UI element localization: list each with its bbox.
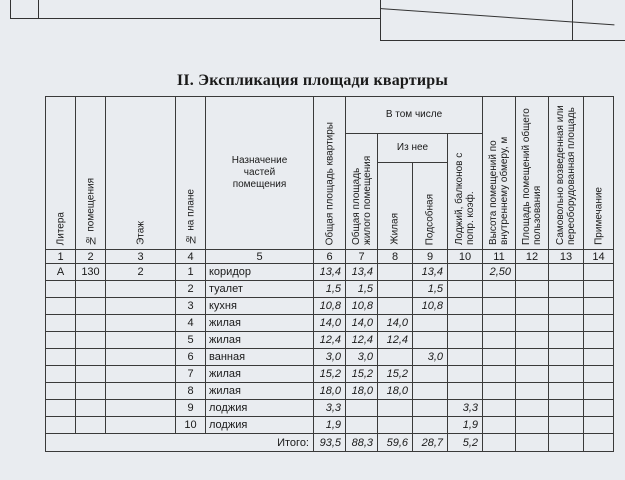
cell-total-area: 15,2 xyxy=(314,366,346,383)
cell-living: 12,4 xyxy=(378,332,413,349)
previous-table-fragment xyxy=(10,0,625,50)
cell-living-total xyxy=(346,400,378,417)
cell-floor xyxy=(106,383,176,400)
cell-total-area: 1,9 xyxy=(314,417,346,434)
cell-loggia xyxy=(448,264,483,281)
totals-empty xyxy=(549,434,584,452)
header-including: В том числе xyxy=(346,97,483,134)
cell-loggia: 1,9 xyxy=(448,417,483,434)
cell-empty xyxy=(516,332,549,349)
cell-aux xyxy=(413,400,448,417)
cell-height xyxy=(483,383,516,400)
totals-living-total: 88,3 xyxy=(346,434,378,452)
cell-plan: 7 xyxy=(176,366,206,383)
cell-living-total: 15,2 xyxy=(346,366,378,383)
cell-living-total: 18,0 xyxy=(346,383,378,400)
cell-purpose: лоджия xyxy=(206,400,314,417)
cell-empty xyxy=(516,417,549,434)
table-row xyxy=(46,366,614,383)
cell-empty xyxy=(549,383,584,400)
cell-purpose: кухня xyxy=(206,298,314,315)
cell-empty xyxy=(584,264,614,281)
column-number: 1 xyxy=(46,250,76,264)
table-row xyxy=(46,349,614,366)
cell-purpose: коридор xyxy=(206,264,314,281)
cell-height xyxy=(483,349,516,366)
cell-loggia: 3,3 xyxy=(448,400,483,417)
header-total-area: Общая площадь квартиры xyxy=(314,97,346,250)
cell-total-area: 13,4 xyxy=(314,264,346,281)
cell-purpose: туалет xyxy=(206,281,314,298)
column-number: 4 xyxy=(176,250,206,264)
cell-room xyxy=(76,315,106,332)
cell-room xyxy=(76,349,106,366)
cell-empty xyxy=(549,417,584,434)
cell-litera xyxy=(46,332,76,349)
cell-living-total: 3,0 xyxy=(346,349,378,366)
cell-height xyxy=(483,281,516,298)
cell-loggia xyxy=(448,366,483,383)
cell-height xyxy=(483,366,516,383)
cell-living-total: 1,5 xyxy=(346,281,378,298)
table-row xyxy=(46,383,614,400)
column-number: 2 xyxy=(76,250,106,264)
column-number: 8 xyxy=(378,250,413,264)
column-number: 9 xyxy=(413,250,448,264)
totals-aux: 28,7 xyxy=(413,434,448,452)
cell-living xyxy=(378,281,413,298)
cell-aux xyxy=(413,332,448,349)
cell-floor xyxy=(106,400,176,417)
cell-empty xyxy=(584,366,614,383)
header-living: Жилая xyxy=(378,163,413,250)
cell-aux: 10,8 xyxy=(413,298,448,315)
cell-plan: 3 xyxy=(176,298,206,315)
cell-empty xyxy=(549,349,584,366)
cell-purpose: жилая xyxy=(206,366,314,383)
cell-loggia xyxy=(448,298,483,315)
column-number: 10 xyxy=(448,250,483,264)
totals-loggia: 5,2 xyxy=(448,434,483,452)
cell-loggia xyxy=(448,349,483,366)
cell-height xyxy=(483,400,516,417)
cell-purpose: ванная xyxy=(206,349,314,366)
column-number: 13 xyxy=(549,250,584,264)
cell-floor xyxy=(106,332,176,349)
cell-floor xyxy=(106,298,176,315)
cell-height xyxy=(483,315,516,332)
cell-litera xyxy=(46,315,76,332)
column-numbers-row xyxy=(46,250,614,264)
cell-room: 130 xyxy=(76,264,106,281)
column-number: 11 xyxy=(483,250,516,264)
cell-plan: 10 xyxy=(176,417,206,434)
cell-height: 2,50 xyxy=(483,264,516,281)
totals-empty xyxy=(516,434,549,452)
cell-aux xyxy=(413,383,448,400)
cell-plan: 8 xyxy=(176,383,206,400)
table-row xyxy=(46,281,614,298)
table-row xyxy=(46,298,614,315)
cell-empty xyxy=(549,315,584,332)
cell-empty xyxy=(549,281,584,298)
table-row xyxy=(46,417,614,434)
cell-plan: 5 xyxy=(176,332,206,349)
cell-litera xyxy=(46,366,76,383)
cell-living xyxy=(378,400,413,417)
cell-empty xyxy=(584,400,614,417)
cell-aux xyxy=(413,366,448,383)
cell-plan: 2 xyxy=(176,281,206,298)
cell-empty xyxy=(584,315,614,332)
cell-plan: 9 xyxy=(176,400,206,417)
cell-empty xyxy=(549,332,584,349)
cell-aux: 3,0 xyxy=(413,349,448,366)
cell-room xyxy=(76,366,106,383)
cell-total-area: 10,8 xyxy=(314,298,346,315)
cell-empty xyxy=(516,264,549,281)
cell-height xyxy=(483,332,516,349)
cell-plan: 6 xyxy=(176,349,206,366)
cell-aux: 1,5 xyxy=(413,281,448,298)
cell-aux xyxy=(413,315,448,332)
header-purpose: Назначение частей помещения xyxy=(206,97,314,250)
cell-room xyxy=(76,417,106,434)
cell-room xyxy=(76,400,106,417)
cell-living-total: 12,4 xyxy=(346,332,378,349)
cell-litera xyxy=(46,383,76,400)
cell-litera xyxy=(46,298,76,315)
cell-living: 15,2 xyxy=(378,366,413,383)
header-litera: Литера xyxy=(46,97,76,250)
cell-living xyxy=(378,349,413,366)
totals-row xyxy=(46,434,614,452)
cell-floor: 2 xyxy=(106,264,176,281)
cell-total-area: 3,3 xyxy=(314,400,346,417)
cell-floor xyxy=(106,349,176,366)
cell-empty xyxy=(516,366,549,383)
cell-floor xyxy=(106,315,176,332)
cell-empty xyxy=(584,332,614,349)
cell-empty xyxy=(549,400,584,417)
cell-living xyxy=(378,264,413,281)
header-note: Примечание xyxy=(584,97,614,250)
cell-empty xyxy=(516,298,549,315)
cell-empty xyxy=(584,417,614,434)
cell-purpose: жилая xyxy=(206,332,314,349)
cell-aux: 13,4 xyxy=(413,264,448,281)
cell-empty xyxy=(584,383,614,400)
cell-loggia xyxy=(448,383,483,400)
cell-total-area: 1,5 xyxy=(314,281,346,298)
cell-empty xyxy=(584,298,614,315)
cell-room xyxy=(76,332,106,349)
cell-floor xyxy=(106,366,176,383)
cell-aux xyxy=(413,417,448,434)
cell-empty xyxy=(549,298,584,315)
column-number: 5 xyxy=(206,250,314,264)
cell-purpose: лоджия xyxy=(206,417,314,434)
cell-empty xyxy=(516,400,549,417)
cell-living-total: 13,4 xyxy=(346,264,378,281)
cell-empty xyxy=(516,281,549,298)
cell-floor xyxy=(106,281,176,298)
header-floor: Этаж xyxy=(106,97,176,250)
cell-living: 18,0 xyxy=(378,383,413,400)
cell-litera xyxy=(46,281,76,298)
cell-empty xyxy=(584,349,614,366)
cell-empty xyxy=(549,366,584,383)
table-row xyxy=(46,332,614,349)
cell-living-total: 14,0 xyxy=(346,315,378,332)
cell-litera: А xyxy=(46,264,76,281)
cell-loggia xyxy=(448,281,483,298)
cell-total-area: 3,0 xyxy=(314,349,346,366)
totals-empty xyxy=(584,434,614,452)
totals-label: Итого: xyxy=(46,434,314,452)
cell-empty xyxy=(516,383,549,400)
cell-plan: 4 xyxy=(176,315,206,332)
cell-purpose: жилая xyxy=(206,315,314,332)
header-of-it: Из нее xyxy=(378,134,448,163)
header-room-no: № помещения xyxy=(76,97,106,250)
header-living-total: Общая площадь жилого помещения xyxy=(346,134,378,250)
column-number: 14 xyxy=(584,250,614,264)
cell-litera xyxy=(46,400,76,417)
cell-litera xyxy=(46,349,76,366)
cell-living: 14,0 xyxy=(378,315,413,332)
cell-empty xyxy=(584,281,614,298)
cell-empty xyxy=(549,264,584,281)
header-loggia: Лоджий, балконов с попр. коэф. xyxy=(448,134,483,250)
header-plan-no: № на плане xyxy=(176,97,206,250)
table-row xyxy=(46,315,614,332)
cell-room xyxy=(76,298,106,315)
cell-purpose: жилая xyxy=(206,383,314,400)
cell-loggia xyxy=(448,332,483,349)
header-aux: Подсобная xyxy=(413,163,448,250)
cell-total-area: 18,0 xyxy=(314,383,346,400)
header-height: Высота помещений по внутреннему обмеру, м xyxy=(483,97,516,250)
table-row xyxy=(46,400,614,417)
cell-total-area: 14,0 xyxy=(314,315,346,332)
column-number: 6 xyxy=(314,250,346,264)
cell-height xyxy=(483,417,516,434)
page-title: II. Экспликация площади квартиры xyxy=(176,72,449,89)
cell-living xyxy=(378,417,413,434)
cell-room xyxy=(76,281,106,298)
cell-floor xyxy=(106,417,176,434)
cell-plan: 1 xyxy=(176,264,206,281)
cell-empty xyxy=(516,349,549,366)
header-common-area: Площадь помещений общего пользования xyxy=(516,97,549,250)
totals-living: 59,6 xyxy=(378,434,413,452)
totals-total: 93,5 xyxy=(314,434,346,452)
cell-loggia xyxy=(448,315,483,332)
cell-room xyxy=(76,383,106,400)
explication-table xyxy=(45,96,614,452)
header-self-built: Самовольно возведенная или переоборудованная площадь xyxy=(549,97,584,250)
totals-empty xyxy=(483,434,516,452)
cell-total-area: 12,4 xyxy=(314,332,346,349)
cell-height xyxy=(483,298,516,315)
cell-empty xyxy=(516,315,549,332)
cell-living-total xyxy=(346,417,378,434)
column-number: 12 xyxy=(516,250,549,264)
cell-litera xyxy=(46,417,76,434)
column-number: 7 xyxy=(346,250,378,264)
column-number: 3 xyxy=(106,250,176,264)
cell-living xyxy=(378,298,413,315)
table-row xyxy=(46,264,614,281)
cell-living-total: 10,8 xyxy=(346,298,378,315)
